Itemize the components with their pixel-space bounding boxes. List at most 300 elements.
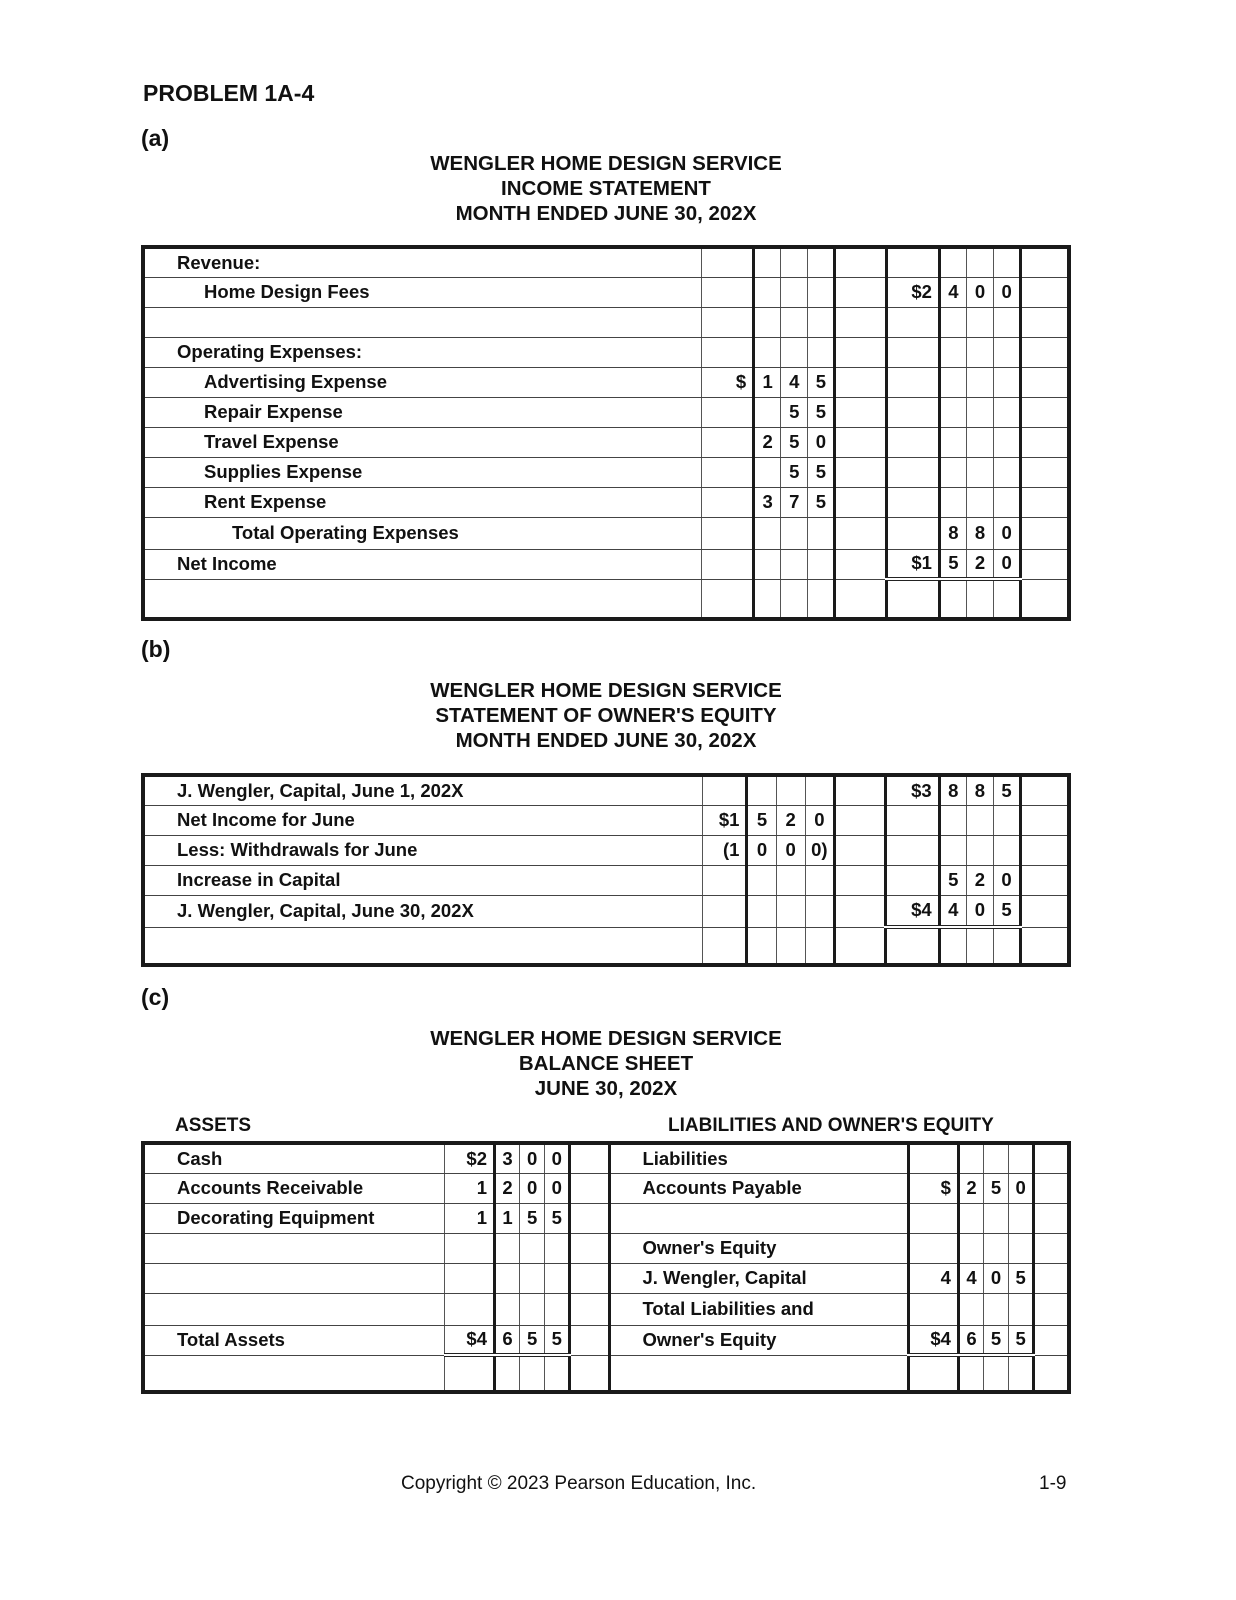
dollar-cell <box>701 549 753 579</box>
digit-cell: 5 <box>520 1325 545 1355</box>
digit-cell: 0 <box>520 1143 545 1173</box>
row-label: Rent Expense <box>143 487 701 517</box>
digit-cell: 2 <box>958 1173 983 1203</box>
row-label: J. Wengler, Capital, June 30, 202X <box>143 895 703 927</box>
digit-cell <box>808 277 835 307</box>
ledger-row <box>143 247 1069 277</box>
liability-label: Total Liabilities and <box>610 1293 908 1325</box>
digit-cell <box>1009 1355 1034 1392</box>
income-statement-table <box>141 245 1071 621</box>
ledger-row <box>143 927 1069 965</box>
digit-cell <box>967 247 994 277</box>
digit-cell <box>939 805 966 835</box>
spacer-cell <box>1021 895 1069 927</box>
row-label: Advertising Expense <box>143 367 701 397</box>
digit-cell: 1 <box>495 1203 520 1233</box>
digit-cell <box>939 247 966 277</box>
digit-cell <box>781 549 808 579</box>
dollar-cell <box>444 1233 494 1263</box>
copyright-notice: Copyright © 2023 Pearson Education, Inc. <box>401 1473 757 1494</box>
digit-cell: 5 <box>545 1325 570 1355</box>
digit-cell <box>754 307 781 337</box>
spacer-cell <box>1021 277 1069 307</box>
digit-cell: 5 <box>747 805 776 835</box>
digit-cell <box>939 927 966 965</box>
digit-cell: 5 <box>1009 1263 1034 1293</box>
digit-cell: 2 <box>495 1173 520 1203</box>
ledger-row <box>143 367 1069 397</box>
statement-title: BALANCE SHEET <box>518 1052 694 1075</box>
digit-cell: 3 <box>754 487 781 517</box>
spacer-cell <box>1021 805 1069 835</box>
spacer-cell <box>570 1355 610 1392</box>
spacer-cell <box>1021 579 1069 619</box>
dollar-cell: $2 <box>444 1143 494 1173</box>
dollar-cell: 1 <box>444 1203 494 1233</box>
liability-label: Accounts Payable <box>610 1173 908 1203</box>
digit-cell: 0 <box>808 427 835 457</box>
dollar-cell: 1 <box>444 1173 494 1203</box>
digit-cell <box>967 337 994 367</box>
dollar-cell: 4 <box>908 1263 958 1293</box>
digit-cell <box>781 247 808 277</box>
digit-cell: 0 <box>967 277 994 307</box>
digit-cell <box>994 457 1021 487</box>
digit-cell: 0 <box>520 1173 545 1203</box>
digit-cell: 3 <box>495 1143 520 1173</box>
digit-cell <box>958 1143 983 1173</box>
ledger-row <box>143 775 1069 805</box>
ledger-row <box>143 895 1069 927</box>
digit-cell: 8 <box>939 517 966 549</box>
row-label <box>143 579 701 619</box>
digit-cell <box>776 865 805 895</box>
row-label: Total Operating Expenses <box>143 517 701 549</box>
digit-cell: 8 <box>966 775 993 805</box>
dollar-cell <box>701 397 753 427</box>
dollar-cell <box>703 775 747 805</box>
liability-label: Liabilities <box>610 1143 908 1173</box>
spacer-cell <box>1021 865 1069 895</box>
row-label <box>143 307 701 337</box>
digit-cell: 1 <box>754 367 781 397</box>
digit-cell <box>939 835 966 865</box>
digit-cell <box>984 1293 1009 1325</box>
digit-cell <box>966 805 993 835</box>
spacer-cell <box>1021 367 1069 397</box>
digit-cell: 8 <box>967 517 994 549</box>
digit-cell <box>808 337 835 367</box>
spacer-cell <box>1034 1325 1069 1355</box>
dollar-cell <box>908 1293 958 1325</box>
spacer-cell <box>835 517 886 549</box>
ledger-row <box>143 1143 1069 1173</box>
digit-cell <box>747 895 776 927</box>
digit-cell <box>958 1293 983 1325</box>
dollar-cell <box>886 307 939 337</box>
ledger-row <box>143 397 1069 427</box>
spacer-cell <box>1021 835 1069 865</box>
digit-cell <box>939 367 966 397</box>
spacer-cell <box>1021 427 1069 457</box>
digit-cell: 4 <box>939 895 966 927</box>
digit-cell <box>994 247 1021 277</box>
digit-cell <box>984 1355 1009 1392</box>
row-label: Home Design Fees <box>143 277 701 307</box>
dollar-cell: $4 <box>908 1325 958 1355</box>
digit-cell <box>495 1233 520 1263</box>
digit-cell: 7 <box>781 487 808 517</box>
digit-cell: 2 <box>754 427 781 457</box>
digit-cell <box>805 927 834 965</box>
dollar-cell: $1 <box>886 549 939 579</box>
spacer-cell <box>835 487 886 517</box>
digit-cell <box>495 1355 520 1392</box>
dollar-cell <box>886 517 939 549</box>
digit-cell <box>994 307 1021 337</box>
digit-cell: 0 <box>805 805 834 835</box>
ledger-row <box>143 549 1069 579</box>
digit-cell <box>781 307 808 337</box>
digit-cell <box>747 927 776 965</box>
digit-cell <box>805 865 834 895</box>
dollar-cell <box>701 457 753 487</box>
digit-cell: 5 <box>1009 1325 1034 1355</box>
digit-cell <box>520 1293 545 1325</box>
digit-cell: 0 <box>984 1263 1009 1293</box>
digit-cell <box>776 895 805 927</box>
statement-period: MONTH ENDED JUNE 30, 202X <box>455 729 757 752</box>
digit-cell <box>808 517 835 549</box>
digit-cell <box>754 517 781 549</box>
statement-period: MONTH ENDED JUNE 30, 202X <box>455 202 757 225</box>
digit-cell <box>545 1233 570 1263</box>
dollar-cell <box>886 865 939 895</box>
dollar-cell <box>701 277 753 307</box>
spacer-cell <box>570 1173 610 1203</box>
dollar-cell <box>908 1143 958 1173</box>
spacer-cell <box>1021 397 1069 427</box>
digit-cell: 0 <box>994 517 1021 549</box>
digit-cell: 5 <box>808 367 835 397</box>
row-label: Net Income <box>143 549 701 579</box>
company-name: WENGLER HOME DESIGN SERVICE <box>430 152 782 175</box>
dollar-cell <box>886 579 939 619</box>
digit-cell <box>958 1203 983 1233</box>
digit-cell <box>545 1293 570 1325</box>
spacer-cell <box>835 247 886 277</box>
digit-cell <box>1009 1233 1034 1263</box>
digit-cell: 5 <box>545 1203 570 1233</box>
dollar-cell: $3 <box>886 775 939 805</box>
digit-cell: 5 <box>520 1203 545 1233</box>
liability-label <box>610 1203 908 1233</box>
liabilities-equity-title: LIABILITIES AND OWNER'S EQUITY <box>668 1115 994 1136</box>
digit-cell <box>754 549 781 579</box>
owners-equity-heading <box>408 678 804 753</box>
dollar-cell <box>703 865 747 895</box>
dollar-cell <box>886 805 939 835</box>
owners-equity-table <box>141 773 1071 967</box>
dollar-cell <box>886 367 939 397</box>
digit-cell: 5 <box>939 549 966 579</box>
digit-cell: 2 <box>967 549 994 579</box>
income-statement-heading <box>408 151 804 226</box>
digit-cell <box>984 1233 1009 1263</box>
digit-cell <box>939 487 966 517</box>
digit-cell <box>967 579 994 619</box>
spacer-cell <box>835 277 886 307</box>
digit-cell: 0 <box>747 835 776 865</box>
digit-cell: 5 <box>781 457 808 487</box>
ledger-row <box>143 517 1069 549</box>
digit-cell <box>958 1355 983 1392</box>
balance-sheet-heading <box>408 1026 804 1101</box>
digit-cell <box>984 1143 1009 1173</box>
digit-cell: 4 <box>939 277 966 307</box>
digit-cell <box>994 397 1021 427</box>
digit-cell <box>781 579 808 619</box>
spacer-cell <box>570 1203 610 1233</box>
digit-cell <box>520 1355 545 1392</box>
spacer-cell <box>835 457 886 487</box>
liability-label <box>610 1355 908 1392</box>
dollar-cell <box>886 457 939 487</box>
digit-cell <box>994 337 1021 367</box>
asset-label <box>143 1355 444 1392</box>
digit-cell: 5 <box>939 865 966 895</box>
spacer-cell <box>1034 1233 1069 1263</box>
dollar-cell <box>444 1293 494 1325</box>
row-label: Travel Expense <box>143 427 701 457</box>
asset-label: Total Assets <box>143 1325 444 1355</box>
spacer-cell <box>1021 549 1069 579</box>
digit-cell <box>754 457 781 487</box>
page-number: 1-9 <box>1039 1473 1067 1494</box>
digit-cell <box>939 337 966 367</box>
spacer-cell <box>1034 1203 1069 1233</box>
digit-cell <box>939 457 966 487</box>
dollar-cell <box>886 427 939 457</box>
dollar-cell <box>886 927 939 965</box>
digit-cell <box>967 397 994 427</box>
digit-cell <box>966 927 993 965</box>
digit-cell <box>754 397 781 427</box>
digit-cell: 0) <box>805 835 834 865</box>
ledger-row <box>143 277 1069 307</box>
spacer-cell <box>1034 1355 1069 1392</box>
asset-label <box>143 1263 444 1293</box>
digit-cell <box>939 579 966 619</box>
digit-cell <box>984 1203 1009 1233</box>
spacer-cell <box>1021 927 1069 965</box>
spacer-cell <box>835 427 886 457</box>
digit-cell: 0 <box>545 1173 570 1203</box>
spacer-cell <box>570 1143 610 1173</box>
spacer-cell <box>834 927 885 965</box>
digit-cell <box>495 1263 520 1293</box>
digit-cell <box>747 865 776 895</box>
dollar-cell: $4 <box>444 1325 494 1355</box>
digit-cell: 0 <box>545 1143 570 1173</box>
digit-cell <box>805 895 834 927</box>
part-label-c: (c) <box>141 984 170 1010</box>
digit-cell <box>994 579 1021 619</box>
ledger-row <box>143 1203 1069 1233</box>
asset-label: Cash <box>143 1143 444 1173</box>
spacer-cell <box>570 1233 610 1263</box>
spacer-cell <box>1034 1143 1069 1173</box>
row-label: Revenue: <box>143 247 701 277</box>
digit-cell <box>808 549 835 579</box>
dollar-cell <box>886 337 939 367</box>
row-label: J. Wengler, Capital, June 1, 202X <box>143 775 703 805</box>
dollar-cell <box>444 1263 494 1293</box>
company-name: WENGLER HOME DESIGN SERVICE <box>430 1027 782 1050</box>
digit-cell: 5 <box>781 427 808 457</box>
digit-cell: 5 <box>808 397 835 427</box>
dollar-cell <box>701 247 753 277</box>
dollar-cell <box>701 579 753 619</box>
ledger-row <box>143 1233 1069 1263</box>
company-name: WENGLER HOME DESIGN SERVICE <box>430 679 782 702</box>
digit-cell: 8 <box>939 775 966 805</box>
spacer-cell <box>835 337 886 367</box>
spacer-cell <box>1021 307 1069 337</box>
dollar-cell <box>886 835 939 865</box>
spacer-cell <box>834 895 885 927</box>
digit-cell <box>808 579 835 619</box>
digit-cell <box>781 277 808 307</box>
digit-cell <box>967 487 994 517</box>
dollar-cell <box>908 1203 958 1233</box>
dollar-cell <box>701 337 753 367</box>
digit-cell <box>781 517 808 549</box>
spacer-cell <box>570 1325 610 1355</box>
digit-cell <box>776 927 805 965</box>
spacer-cell <box>570 1263 610 1293</box>
spacer-cell <box>1021 517 1069 549</box>
dollar-cell <box>701 487 753 517</box>
ledger-row <box>143 337 1069 367</box>
ledger-row <box>143 307 1069 337</box>
dollar-cell: $1 <box>703 805 747 835</box>
spacer-cell <box>1021 337 1069 367</box>
spacer-cell <box>835 579 886 619</box>
statement-period: JUNE 30, 202X <box>534 1077 678 1100</box>
spacer-cell <box>834 805 885 835</box>
digit-cell <box>994 487 1021 517</box>
digit-cell <box>545 1263 570 1293</box>
dollar-cell <box>703 895 747 927</box>
assets-title: ASSETS <box>175 1115 252 1136</box>
digit-cell <box>939 307 966 337</box>
liability-label: Owner's Equity <box>610 1233 908 1263</box>
dollar-cell: $2 <box>886 277 939 307</box>
spacer-cell <box>1021 775 1069 805</box>
digit-cell: 2 <box>966 865 993 895</box>
digit-cell: 2 <box>776 805 805 835</box>
digit-cell: 0 <box>776 835 805 865</box>
spacer-cell <box>1021 247 1069 277</box>
ledger-row <box>143 1325 1069 1355</box>
spacer-cell <box>835 397 886 427</box>
ledger-row <box>143 1355 1069 1392</box>
digit-cell <box>994 427 1021 457</box>
spacer-cell <box>835 307 886 337</box>
digit-cell <box>1009 1143 1034 1173</box>
dollar-cell <box>886 487 939 517</box>
digit-cell: 5 <box>984 1325 1009 1355</box>
digit-cell <box>781 337 808 367</box>
digit-cell <box>754 277 781 307</box>
digit-cell <box>776 775 805 805</box>
statement-title: INCOME STATEMENT <box>501 177 711 200</box>
digit-cell <box>754 247 781 277</box>
dollar-cell: (1 <box>703 835 747 865</box>
dollar-cell <box>701 427 753 457</box>
digit-cell: 5 <box>993 895 1020 927</box>
digit-cell <box>1009 1293 1034 1325</box>
dollar-cell <box>701 307 753 337</box>
ledger-row <box>143 805 1069 835</box>
digit-cell <box>805 775 834 805</box>
digit-cell <box>495 1293 520 1325</box>
digit-cell: 0 <box>1009 1173 1034 1203</box>
digit-cell: 5 <box>808 487 835 517</box>
liability-label: J. Wengler, Capital <box>610 1263 908 1293</box>
spacer-cell <box>570 1293 610 1325</box>
digit-cell: 0 <box>994 277 1021 307</box>
row-label: Increase in Capital <box>143 865 703 895</box>
digit-cell <box>967 307 994 337</box>
digit-cell <box>967 427 994 457</box>
digit-cell <box>993 927 1020 965</box>
ledger-row <box>143 457 1069 487</box>
dollar-cell: $4 <box>886 895 939 927</box>
spacer-cell <box>834 835 885 865</box>
digit-cell <box>993 835 1020 865</box>
statement-title: STATEMENT OF OWNER'S EQUITY <box>435 704 777 727</box>
dollar-cell <box>908 1355 958 1392</box>
dollar-cell <box>886 247 939 277</box>
spacer-cell <box>1021 487 1069 517</box>
ledger-row <box>143 1173 1069 1203</box>
digit-cell: 5 <box>984 1173 1009 1203</box>
digit-cell: 4 <box>781 367 808 397</box>
digit-cell: 6 <box>958 1325 983 1355</box>
spacer-cell <box>835 367 886 397</box>
asset-label <box>143 1293 444 1325</box>
row-label: Less: Withdrawals for June <box>143 835 703 865</box>
part-label-a: (a) <box>141 125 170 151</box>
row-label: Net Income for June <box>143 805 703 835</box>
asset-label <box>143 1233 444 1263</box>
spacer-cell <box>1034 1293 1069 1325</box>
digit-cell: 5 <box>993 775 1020 805</box>
digit-cell <box>958 1233 983 1263</box>
ledger-row <box>143 1293 1069 1325</box>
digit-cell <box>808 247 835 277</box>
row-label: Supplies Expense <box>143 457 701 487</box>
digit-cell <box>754 337 781 367</box>
digit-cell <box>747 775 776 805</box>
digit-cell: 6 <box>495 1325 520 1355</box>
dollar-cell <box>908 1233 958 1263</box>
digit-cell: 5 <box>781 397 808 427</box>
dollar-cell <box>444 1355 494 1392</box>
digit-cell <box>754 579 781 619</box>
